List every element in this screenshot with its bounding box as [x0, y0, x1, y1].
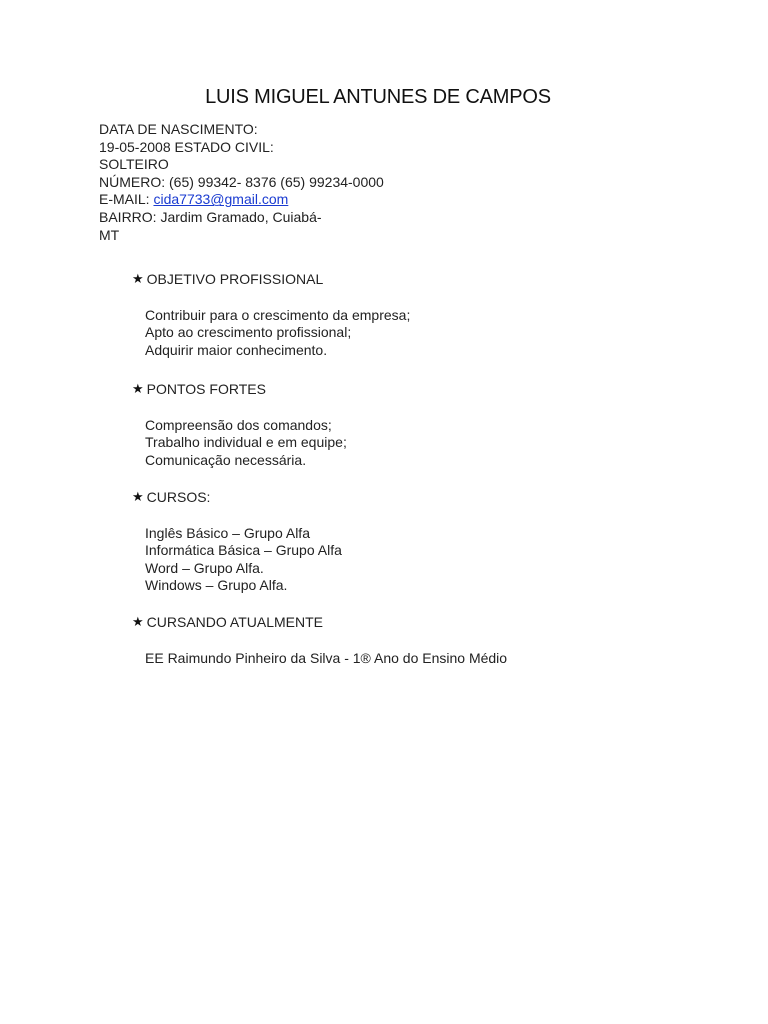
- section-heading-text: PONTOS FORTES: [146, 381, 266, 397]
- star-icon: ★: [132, 489, 144, 504]
- section-heading: [132, 381, 347, 397]
- list-item: Contribuir para o crescimento da empresa;: [145, 307, 411, 323]
- info-line-civil-status: SOLTEIRO: [99, 156, 169, 173]
- list-item: EE Raimundo Pinheiro da Silva - 1® Ano do Ensino Médio: [145, 650, 508, 666]
- section-cursando: [132, 614, 507, 667]
- list-item: Apto ao crescimento profissional;: [145, 324, 352, 341]
- section-heading: [132, 614, 507, 630]
- list-item: Adquirir maior conhecimento.: [145, 341, 328, 358]
- list-item: Compreensão dos comandos;: [145, 417, 332, 433]
- star-icon: ★: [132, 614, 144, 629]
- section-items: [145, 417, 347, 469]
- section-heading-text: CURSANDO ATUALMENTE: [146, 614, 323, 630]
- list-item: Comunicação necessária.: [145, 451, 307, 468]
- list-item: Inglês Básico – Grupo Alfa: [145, 525, 310, 541]
- section-objetivo: [132, 271, 410, 359]
- section-heading-text: OBJETIVO PROFISSIONAL: [146, 271, 324, 287]
- section-heading-text: CURSOS:: [146, 489, 211, 505]
- info-line-birth-label: DATA DE NASCIMENTO:: [99, 121, 258, 137]
- section-items: [145, 307, 410, 359]
- email-label: E-MAIL:: [99, 191, 154, 208]
- section-cursos: [132, 489, 342, 595]
- personal-info: [99, 121, 384, 244]
- star-icon: ★: [132, 381, 144, 396]
- section-heading: [132, 271, 410, 287]
- section-pontos-fortes: [132, 381, 347, 469]
- star-icon: ★: [132, 271, 144, 286]
- list-item: Word – Grupo Alfa.: [145, 559, 264, 576]
- section-items: [145, 650, 507, 667]
- section-heading: [132, 489, 342, 505]
- info-line-birth-date: 19-05-2008 ESTADO CIVIL:: [99, 138, 274, 155]
- list-item: Windows – Grupo Alfa.: [145, 577, 288, 594]
- info-line-email: [99, 191, 384, 209]
- email-link[interactable]: cida7733@gmail.com: [153, 191, 289, 208]
- info-line-phone: NÚMERO: (65) 99342- 8376 (65) 99234-0000: [99, 173, 384, 190]
- info-line-address-state: MT: [99, 226, 120, 243]
- list-item: Informática Básica – Grupo Alfa: [145, 542, 342, 559]
- section-items: [145, 525, 342, 595]
- info-line-address: BAIRRO: Jardim Gramado, Cuiabá-: [99, 208, 322, 225]
- list-item: Trabalho individual e em equipe;: [145, 434, 347, 451]
- resume-title: LUIS MIGUEL ANTUNES DE CAMPOS: [205, 86, 551, 108]
